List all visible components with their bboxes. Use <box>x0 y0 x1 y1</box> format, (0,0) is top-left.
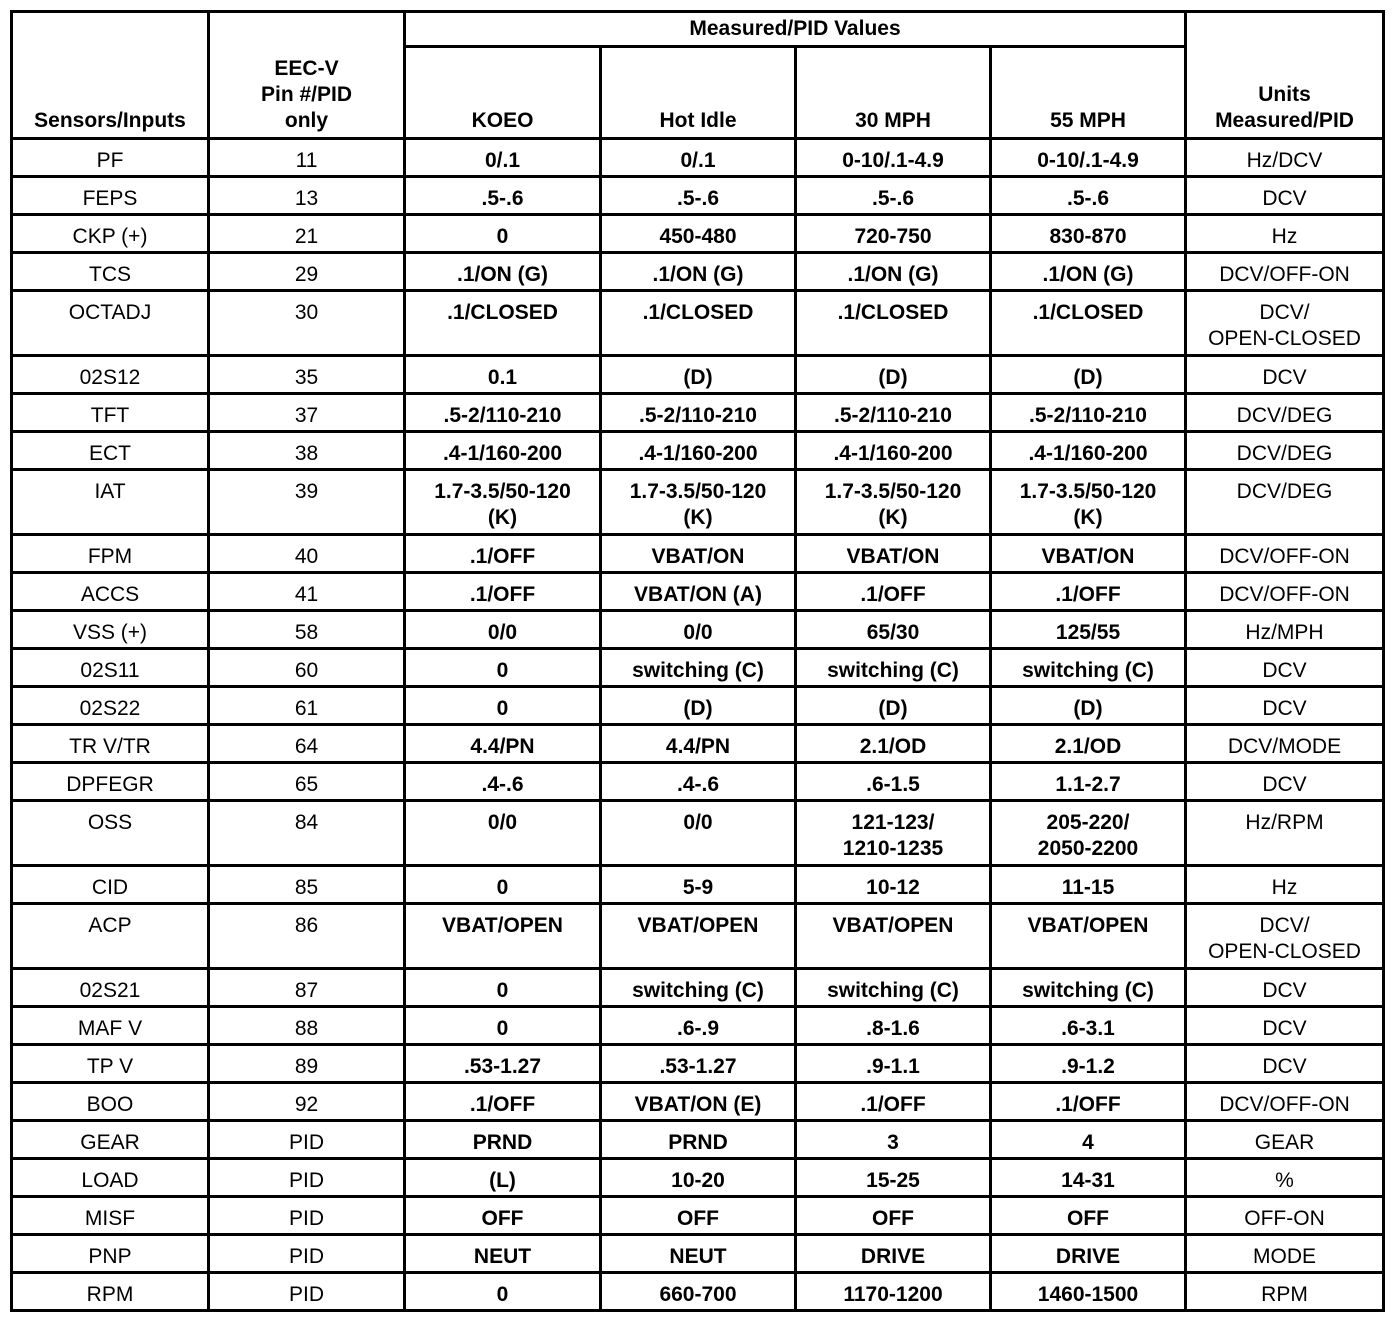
units-cell: DCV/OFF-ON <box>1186 573 1384 611</box>
koeo-value-cell: PRND <box>405 1121 601 1159</box>
pin-cell: 21 <box>209 215 405 253</box>
header-sensors-inputs: Sensors/Inputs <box>12 12 209 139</box>
sensor-name-cell: 02S21 <box>12 969 209 1007</box>
units-cell: GEAR <box>1186 1121 1384 1159</box>
mph55-value-cell: (D) <box>991 356 1186 394</box>
pin-cell: 64 <box>209 725 405 763</box>
header-55-mph: 55 MPH <box>991 47 1186 139</box>
sensor-name-cell: IAT <box>12 470 209 535</box>
koeo-value-cell: VBAT/OPEN <box>405 904 601 969</box>
units-cell: DCV/OFF-ON <box>1186 535 1384 573</box>
table-row <box>12 535 1384 573</box>
sensor-name-cell: TR V/TR <box>12 725 209 763</box>
sensor-name-cell: PNP <box>12 1235 209 1273</box>
mph55-value-cell: 1.1-2.7 <box>991 763 1186 801</box>
mph55-value-cell: 830-870 <box>991 215 1186 253</box>
hot-idle-value-cell: 1.7-3.5/50-120 (K) <box>601 470 796 535</box>
pin-cell: 58 <box>209 611 405 649</box>
pin-cell: 84 <box>209 801 405 866</box>
pin-cell: PID <box>209 1121 405 1159</box>
hot-idle-value-cell: .1/ON (G) <box>601 253 796 291</box>
hot-idle-value-cell: .4-1/160-200 <box>601 432 796 470</box>
table-body <box>12 139 1384 1311</box>
units-cell: DCV/MODE <box>1186 725 1384 763</box>
units-cell: DCV/DEG <box>1186 432 1384 470</box>
mph55-value-cell: 125/55 <box>991 611 1186 649</box>
koeo-value-cell: 4.4/PN <box>405 725 601 763</box>
koeo-value-cell: .4-.6 <box>405 763 601 801</box>
mph30-value-cell: .4-1/160-200 <box>796 432 991 470</box>
mph30-value-cell: 720-750 <box>796 215 991 253</box>
mph55-value-cell: (D) <box>991 687 1186 725</box>
hot-idle-value-cell: PRND <box>601 1121 796 1159</box>
koeo-value-cell: OFF <box>405 1197 601 1235</box>
mph30-value-cell: 3 <box>796 1121 991 1159</box>
units-cell: Hz/DCV <box>1186 139 1384 177</box>
mph30-value-cell: VBAT/ON <box>796 535 991 573</box>
mph30-value-cell: (D) <box>796 687 991 725</box>
table-row <box>12 1121 1384 1159</box>
units-cell: DCV/ OPEN-CLOSED <box>1186 291 1384 356</box>
hot-idle-value-cell: switching (C) <box>601 649 796 687</box>
sensor-name-cell: CKP (+) <box>12 215 209 253</box>
units-cell: Hz <box>1186 866 1384 904</box>
mph55-value-cell: DRIVE <box>991 1235 1186 1273</box>
sensor-name-cell: ACCS <box>12 573 209 611</box>
mph55-value-cell: .5-.6 <box>991 177 1186 215</box>
mph55-value-cell: .1/OFF <box>991 573 1186 611</box>
hot-idle-value-cell: switching (C) <box>601 969 796 1007</box>
hot-idle-value-cell: .53-1.27 <box>601 1045 796 1083</box>
table-row <box>12 573 1384 611</box>
pin-cell: 85 <box>209 866 405 904</box>
koeo-value-cell: 1.7-3.5/50-120 (K) <box>405 470 601 535</box>
table-row <box>12 215 1384 253</box>
table-row <box>12 611 1384 649</box>
header-row-top <box>12 12 1384 47</box>
hot-idle-value-cell: 0/0 <box>601 801 796 866</box>
mph55-value-cell: .1/OFF <box>991 1083 1186 1121</box>
pin-cell: 89 <box>209 1045 405 1083</box>
pin-cell: 13 <box>209 177 405 215</box>
table-row <box>12 1045 1384 1083</box>
koeo-value-cell: 0/.1 <box>405 139 601 177</box>
sensor-name-cell: ACP <box>12 904 209 969</box>
pin-cell: 92 <box>209 1083 405 1121</box>
pin-cell: 37 <box>209 394 405 432</box>
mph30-value-cell: .1/CLOSED <box>796 291 991 356</box>
koeo-value-cell: 0/0 <box>405 801 601 866</box>
mph55-value-cell: 1.7-3.5/50-120 (K) <box>991 470 1186 535</box>
pin-cell: 65 <box>209 763 405 801</box>
mph30-value-cell: 10-12 <box>796 866 991 904</box>
mph30-value-cell: 1170-1200 <box>796 1273 991 1311</box>
table-row <box>12 356 1384 394</box>
units-cell: OFF-ON <box>1186 1197 1384 1235</box>
mph30-value-cell: .1/OFF <box>796 1083 991 1121</box>
hot-idle-value-cell: 0/0 <box>601 611 796 649</box>
hot-idle-value-cell: .6-.9 <box>601 1007 796 1045</box>
pin-cell: 40 <box>209 535 405 573</box>
mph30-value-cell: switching (C) <box>796 649 991 687</box>
mph30-value-cell: .6-1.5 <box>796 763 991 801</box>
pin-cell: 11 <box>209 139 405 177</box>
pin-cell: PID <box>209 1159 405 1197</box>
table-row <box>12 139 1384 177</box>
hot-idle-value-cell: 10-20 <box>601 1159 796 1197</box>
mph30-value-cell: 121-123/ 1210-1235 <box>796 801 991 866</box>
pin-cell: 41 <box>209 573 405 611</box>
pin-cell: PID <box>209 1197 405 1235</box>
pin-cell: 38 <box>209 432 405 470</box>
units-cell: DCV <box>1186 1007 1384 1045</box>
mph55-value-cell: .4-1/160-200 <box>991 432 1186 470</box>
mph55-value-cell: 11-15 <box>991 866 1186 904</box>
units-cell: Hz/MPH <box>1186 611 1384 649</box>
mph30-value-cell: .5-2/110-210 <box>796 394 991 432</box>
mph30-value-cell: OFF <box>796 1197 991 1235</box>
header-30-mph: 30 MPH <box>796 47 991 139</box>
mph55-value-cell: 205-220/ 2050-2200 <box>991 801 1186 866</box>
pin-cell: 29 <box>209 253 405 291</box>
units-cell: DCV <box>1186 356 1384 394</box>
koeo-value-cell: 0 <box>405 687 601 725</box>
table-row <box>12 253 1384 291</box>
pin-cell: PID <box>209 1273 405 1311</box>
hot-idle-value-cell: 0/.1 <box>601 139 796 177</box>
koeo-value-cell: 0 <box>405 215 601 253</box>
units-cell: DCV <box>1186 763 1384 801</box>
sensor-name-cell: 02S12 <box>12 356 209 394</box>
table-row <box>12 177 1384 215</box>
mph30-value-cell: 0-10/.1-4.9 <box>796 139 991 177</box>
hot-idle-value-cell: NEUT <box>601 1235 796 1273</box>
table-row <box>12 904 1384 969</box>
table-row <box>12 291 1384 356</box>
units-cell: DCV/DEG <box>1186 394 1384 432</box>
mph55-value-cell: .1/ON (G) <box>991 253 1186 291</box>
mph30-value-cell: .9-1.1 <box>796 1045 991 1083</box>
table-row <box>12 470 1384 535</box>
table-row <box>12 1159 1384 1197</box>
koeo-value-cell: .1/OFF <box>405 573 601 611</box>
koeo-value-cell: .1/OFF <box>405 535 601 573</box>
hot-idle-value-cell: 450-480 <box>601 215 796 253</box>
header-units-measured-pid: Units Measured/PID <box>1186 12 1384 139</box>
hot-idle-value-cell: .4-.6 <box>601 763 796 801</box>
koeo-value-cell: .53-1.27 <box>405 1045 601 1083</box>
table-row <box>12 866 1384 904</box>
pin-cell: 86 <box>209 904 405 969</box>
sensor-name-cell: LOAD <box>12 1159 209 1197</box>
mph55-value-cell: 1460-1500 <box>991 1273 1186 1311</box>
sensor-name-cell: OCTADJ <box>12 291 209 356</box>
koeo-value-cell: 0 <box>405 969 601 1007</box>
pid-values-table <box>10 10 1385 1312</box>
hot-idle-value-cell: 5-9 <box>601 866 796 904</box>
koeo-value-cell: 0 <box>405 649 601 687</box>
units-cell: DCV <box>1186 969 1384 1007</box>
hot-idle-value-cell: 4.4/PN <box>601 725 796 763</box>
units-cell: DCV <box>1186 1045 1384 1083</box>
sensor-name-cell: 02S11 <box>12 649 209 687</box>
units-cell: MODE <box>1186 1235 1384 1273</box>
header-measured-pid-values: Measured/PID Values <box>405 12 1186 47</box>
sensor-name-cell: RPM <box>12 1273 209 1311</box>
mph55-value-cell: .1/CLOSED <box>991 291 1186 356</box>
sensor-name-cell: ECT <box>12 432 209 470</box>
sensor-name-cell: FPM <box>12 535 209 573</box>
sensor-name-cell: OSS <box>12 801 209 866</box>
mph30-value-cell: switching (C) <box>796 969 991 1007</box>
sensor-name-cell: FEPS <box>12 177 209 215</box>
units-cell: DCV/DEG <box>1186 470 1384 535</box>
units-cell: % <box>1186 1159 1384 1197</box>
koeo-value-cell: .4-1/160-200 <box>405 432 601 470</box>
hot-idle-value-cell: VBAT/OPEN <box>601 904 796 969</box>
hot-idle-value-cell: OFF <box>601 1197 796 1235</box>
koeo-value-cell: 0 <box>405 1273 601 1311</box>
koeo-value-cell: .1/CLOSED <box>405 291 601 356</box>
hot-idle-value-cell: .5-.6 <box>601 177 796 215</box>
table-row <box>12 725 1384 763</box>
pid-values-table-container <box>10 10 1385 1312</box>
pin-cell: 30 <box>209 291 405 356</box>
koeo-value-cell: NEUT <box>405 1235 601 1273</box>
mph55-value-cell: .9-1.2 <box>991 1045 1186 1083</box>
pin-cell: 35 <box>209 356 405 394</box>
mph30-value-cell: .1/ON (G) <box>796 253 991 291</box>
mph30-value-cell: .8-1.6 <box>796 1007 991 1045</box>
sensor-name-cell: 02S22 <box>12 687 209 725</box>
units-cell: RPM <box>1186 1273 1384 1311</box>
hot-idle-value-cell: VBAT/ON <box>601 535 796 573</box>
hot-idle-value-cell: 660-700 <box>601 1273 796 1311</box>
hot-idle-value-cell: VBAT/ON (A) <box>601 573 796 611</box>
hot-idle-value-cell: .5-2/110-210 <box>601 394 796 432</box>
table-row <box>12 432 1384 470</box>
mph30-value-cell: .1/OFF <box>796 573 991 611</box>
units-cell: Hz/RPM <box>1186 801 1384 866</box>
sensor-name-cell: MISF <box>12 1197 209 1235</box>
pin-cell: 61 <box>209 687 405 725</box>
pin-cell: 87 <box>209 969 405 1007</box>
header-pin-pid: EEC-V Pin #/PID only <box>209 12 405 139</box>
table-row <box>12 1083 1384 1121</box>
units-cell: DCV <box>1186 687 1384 725</box>
units-cell: DCV <box>1186 649 1384 687</box>
table-row <box>12 1197 1384 1235</box>
mph55-value-cell: 2.1/OD <box>991 725 1186 763</box>
mph30-value-cell: VBAT/OPEN <box>796 904 991 969</box>
table-row <box>12 763 1384 801</box>
mph30-value-cell: DRIVE <box>796 1235 991 1273</box>
table-row <box>12 1235 1384 1273</box>
mph30-value-cell: .5-.6 <box>796 177 991 215</box>
units-cell: Hz <box>1186 215 1384 253</box>
koeo-value-cell: .1/OFF <box>405 1083 601 1121</box>
header-hot-idle: Hot Idle <box>601 47 796 139</box>
hot-idle-value-cell: (D) <box>601 687 796 725</box>
koeo-value-cell: 0 <box>405 866 601 904</box>
sensor-name-cell: GEAR <box>12 1121 209 1159</box>
sensor-name-cell: TP V <box>12 1045 209 1083</box>
mph55-value-cell: VBAT/OPEN <box>991 904 1186 969</box>
units-cell: DCV <box>1186 177 1384 215</box>
mph30-value-cell: 65/30 <box>796 611 991 649</box>
table-row <box>12 969 1384 1007</box>
sensor-name-cell: TFT <box>12 394 209 432</box>
table-row <box>12 394 1384 432</box>
pin-cell: 88 <box>209 1007 405 1045</box>
hot-idle-value-cell: VBAT/ON (E) <box>601 1083 796 1121</box>
koeo-value-cell: .5-2/110-210 <box>405 394 601 432</box>
mph55-value-cell: 14-31 <box>991 1159 1186 1197</box>
table-row <box>12 649 1384 687</box>
mph30-value-cell: (D) <box>796 356 991 394</box>
units-cell: DCV/OFF-ON <box>1186 1083 1384 1121</box>
units-cell: DCV/OFF-ON <box>1186 253 1384 291</box>
hot-idle-value-cell: (D) <box>601 356 796 394</box>
header-koeo: KOEO <box>405 47 601 139</box>
sensor-name-cell: VSS (+) <box>12 611 209 649</box>
pin-cell: 60 <box>209 649 405 687</box>
mph55-value-cell: OFF <box>991 1197 1186 1235</box>
pin-cell: 39 <box>209 470 405 535</box>
table-header <box>12 12 1384 139</box>
pin-cell: PID <box>209 1235 405 1273</box>
mph55-value-cell: switching (C) <box>991 649 1186 687</box>
table-row <box>12 801 1384 866</box>
koeo-value-cell: .1/ON (G) <box>405 253 601 291</box>
koeo-value-cell: 0 <box>405 1007 601 1045</box>
sensor-name-cell: DPFEGR <box>12 763 209 801</box>
sensor-name-cell: MAF V <box>12 1007 209 1045</box>
mph30-value-cell: 2.1/OD <box>796 725 991 763</box>
koeo-value-cell: (L) <box>405 1159 601 1197</box>
table-row <box>12 1007 1384 1045</box>
units-cell: DCV/ OPEN-CLOSED <box>1186 904 1384 969</box>
mph55-value-cell: switching (C) <box>991 969 1186 1007</box>
table-row <box>12 687 1384 725</box>
koeo-value-cell: .5-.6 <box>405 177 601 215</box>
mph55-value-cell: 0-10/.1-4.9 <box>991 139 1186 177</box>
koeo-value-cell: 0/0 <box>405 611 601 649</box>
sensor-name-cell: PF <box>12 139 209 177</box>
table-row <box>12 1273 1384 1311</box>
sensor-name-cell: BOO <box>12 1083 209 1121</box>
hot-idle-value-cell: .1/CLOSED <box>601 291 796 356</box>
mph55-value-cell: 4 <box>991 1121 1186 1159</box>
koeo-value-cell: 0.1 <box>405 356 601 394</box>
sensor-name-cell: TCS <box>12 253 209 291</box>
sensor-name-cell: CID <box>12 866 209 904</box>
mph55-value-cell: .6-3.1 <box>991 1007 1186 1045</box>
mph30-value-cell: 15-25 <box>796 1159 991 1197</box>
mph55-value-cell: VBAT/ON <box>991 535 1186 573</box>
mph30-value-cell: 1.7-3.5/50-120 (K) <box>796 470 991 535</box>
mph55-value-cell: .5-2/110-210 <box>991 394 1186 432</box>
